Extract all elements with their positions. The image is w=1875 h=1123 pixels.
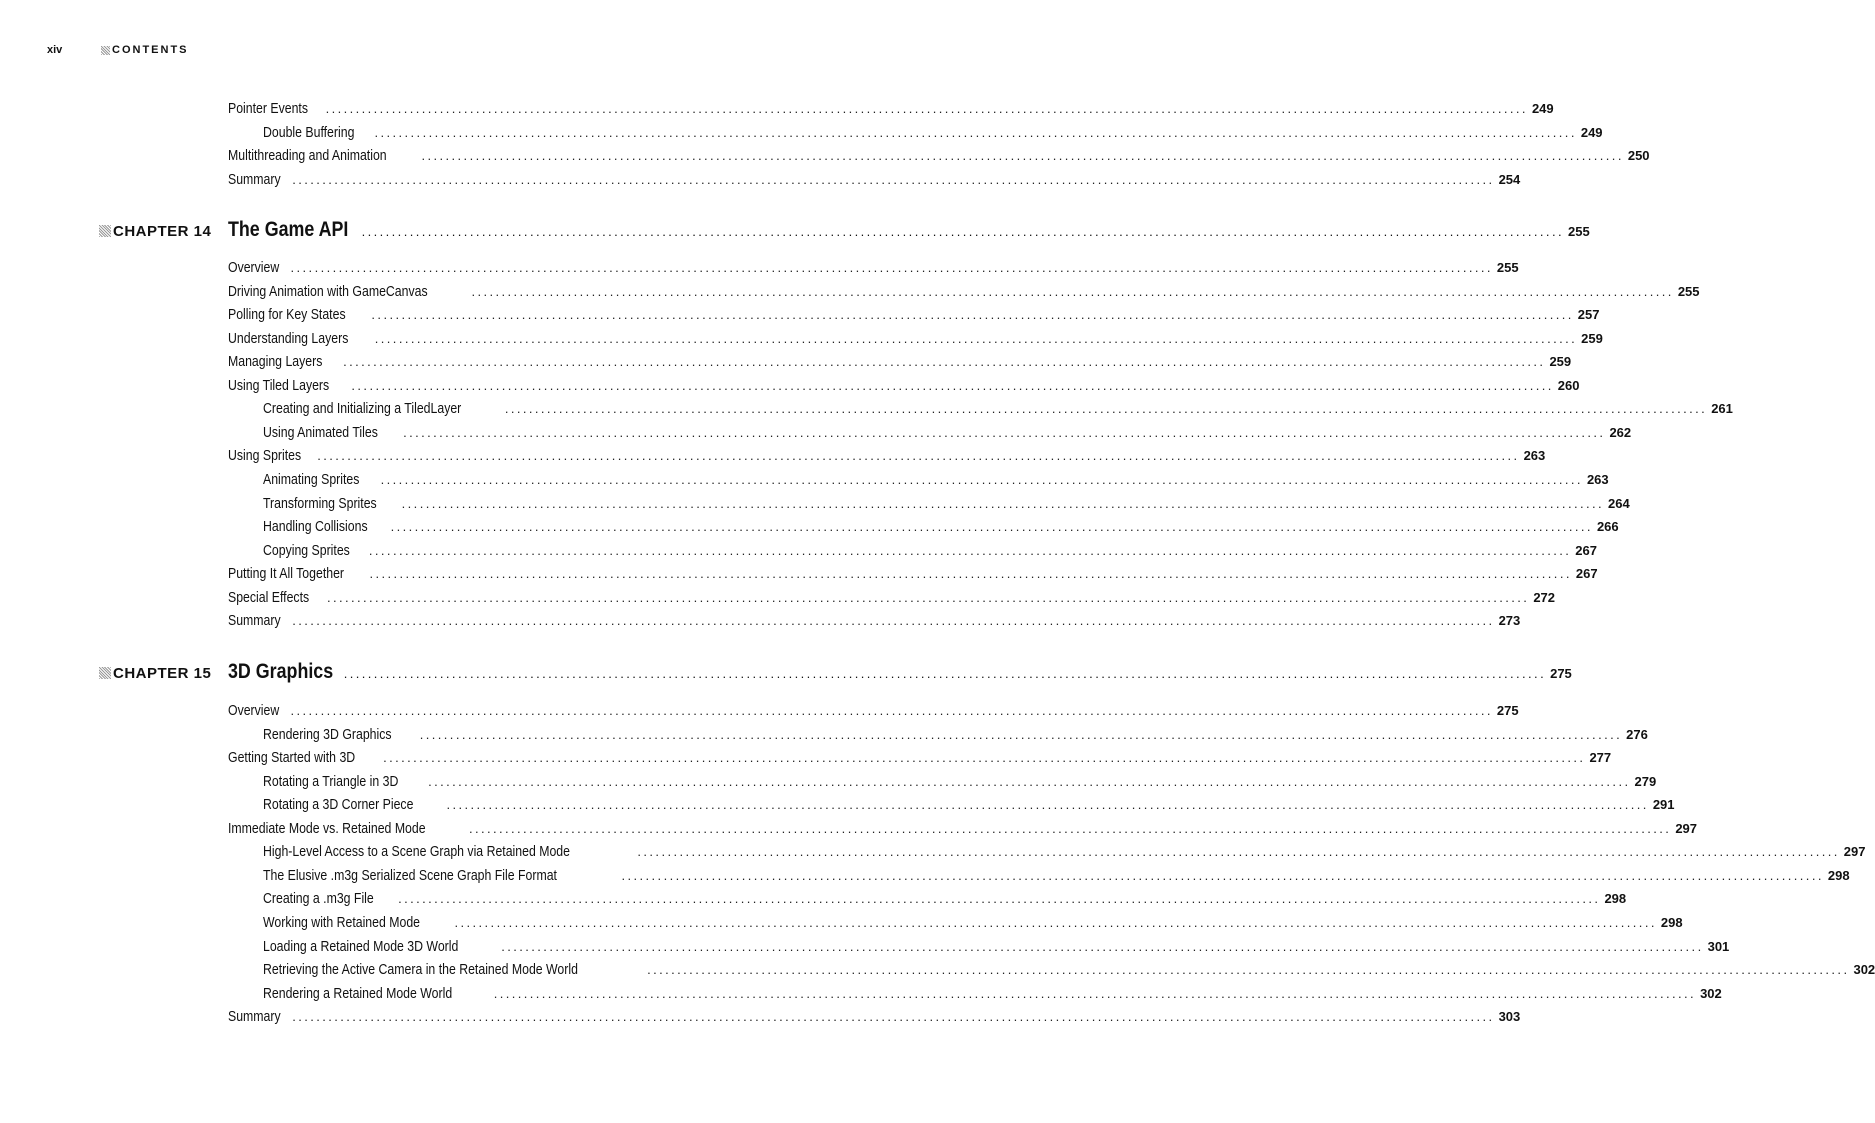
toc-entry[interactable]	[228, 377, 1580, 397]
chapter-title: 3D Graphics	[228, 660, 334, 683]
toc-entry[interactable]	[228, 147, 1650, 167]
toc-entry-title: Rendering 3D Graphics	[263, 726, 392, 743]
toc-entry-title: Creating and Initializing a TiledLayer	[263, 400, 462, 417]
toc-entry-page: 267	[1575, 566, 1598, 581]
toc-entry-page: 297	[1843, 844, 1866, 859]
toc-entry-title: Copying Sprites	[263, 542, 350, 559]
toc-entry[interactable]	[228, 820, 1698, 840]
dot-leader: ........................................................................................................................................................................................................	[647, 962, 1850, 977]
toc-entry-page: 267	[1575, 543, 1597, 558]
toc-entry-page: 275	[1496, 703, 1519, 718]
toc-entry-title: Rotating a Triangle in 3D	[263, 773, 399, 790]
toc-entry-page: 277	[1589, 750, 1612, 765]
toc-entry-page: 263	[1523, 448, 1546, 463]
chapter-number-text: CHAPTER 14	[113, 222, 212, 240]
toc-entry[interactable]	[263, 471, 1609, 491]
toc-entry[interactable]	[263, 938, 1730, 958]
chapter-number	[99, 661, 211, 685]
toc-entry-page: 255	[1496, 260, 1519, 275]
toc-entry-title: Overview	[228, 259, 280, 276]
toc-entry[interactable]	[228, 171, 1521, 191]
chapter-number-text: CHAPTER 15	[113, 664, 212, 682]
toc-entry[interactable]	[228, 447, 1546, 467]
toc-entry-title: Summary	[228, 1008, 281, 1025]
toc-entry[interactable]	[228, 353, 1572, 373]
toc-entry[interactable]	[263, 726, 1648, 746]
dot-leader: ........................................................................................................................................................................................................	[292, 613, 1495, 628]
toc-entry-page: 263	[1586, 472, 1609, 487]
toc-entry-title: Immediate Mode vs. Retained Mode	[228, 820, 426, 837]
chapter-title-entry[interactable]	[228, 218, 1590, 244]
toc-entry-page: 260	[1557, 378, 1580, 393]
toc-entry-title: Using Tiled Layers	[228, 377, 330, 394]
toc-entry-page: 255	[1677, 284, 1700, 299]
dot-leader: ........................................................................................................................................................................................................	[369, 566, 1572, 581]
section-title: CONTENTS	[112, 44, 189, 56]
toc-entry-title: Summary	[228, 171, 281, 188]
toc-entry-title: Putting It All Together	[228, 565, 345, 582]
dot-leader: ........................................................................................................................................................................................................	[471, 284, 1674, 299]
dot-leader: ........................................................................................................................................................................................................	[493, 986, 1697, 1001]
dot-leader: ........................................................................................................................................................................................................	[371, 307, 1574, 322]
toc-entry[interactable]	[263, 518, 1619, 538]
toc-entry-title: Transforming Sprites	[263, 495, 377, 512]
chapter-page: 275	[1550, 666, 1572, 681]
toc-entry-title: High-Level Access to a Scene Graph via Retained Mode	[263, 843, 571, 860]
toc-entry-page: 302	[1700, 986, 1722, 1001]
toc-entry-title: Pointer Events	[228, 100, 309, 117]
dot-leader: ........................................................................................................................................................................................................	[317, 448, 1520, 463]
toc-entry-page: 250	[1627, 148, 1650, 163]
dot-leader: ........................................................................................................................................................................................................	[290, 703, 1493, 718]
dot-leader: ........................................................................................................................................................................................................	[343, 666, 1547, 681]
toc-entry-title: Retrieving the Active Camera in the Retained Mode World	[263, 961, 578, 978]
toc-entry[interactable]	[263, 796, 1675, 816]
dot-leader: ........................................................................................................................................................................................................	[419, 727, 1623, 742]
toc-entry[interactable]	[228, 749, 1612, 769]
dot-leader: ........................................................................................................................................................................................................	[637, 844, 1840, 859]
dot-leader: ........................................................................................................................................................................................................	[292, 172, 1495, 187]
dot-leader: ........................................................................................................................................................................................................	[403, 425, 1606, 440]
toc-entry[interactable]	[263, 985, 1722, 1005]
toc-entry-title: Creating a .m3g File	[263, 890, 374, 907]
dot-leader: ........................................................................................................................................................................................................	[446, 797, 1649, 812]
toc-entry-page: 297	[1675, 821, 1698, 836]
dot-leader: ........................................................................................................................................................................................................	[401, 496, 1605, 511]
toc-entry-title: Rendering a Retained Mode World	[263, 985, 453, 1002]
toc-entry-title: Overview	[228, 702, 280, 719]
toc-entry-page: 262	[1609, 425, 1632, 440]
toc-entry[interactable]	[228, 612, 1521, 632]
toc-entry-title: Special Effects	[228, 589, 310, 606]
toc-entry[interactable]	[263, 843, 1866, 863]
toc-entry[interactable]	[228, 306, 1600, 326]
dot-leader: ........................................................................................................................................................................................................	[374, 331, 1578, 346]
dot-leader: ........................................................................................................................................................................................................	[343, 354, 1546, 369]
toc-entry-page: 249	[1580, 125, 1603, 140]
toc-entry-title: Managing Layers	[228, 353, 323, 370]
dot-leader: ........................................................................................................................................................................................................	[501, 939, 1704, 954]
toc-entry-page: 276	[1626, 727, 1648, 742]
toc-entry[interactable]	[263, 124, 1603, 144]
dot-leader: ........................................................................................................................................................................................................	[421, 148, 1624, 163]
toc-entry-page: 279	[1634, 774, 1657, 789]
toc-entry-page: 298	[1604, 891, 1627, 906]
toc-entry[interactable]	[263, 890, 1627, 910]
toc-entry-page: 257	[1577, 307, 1600, 322]
toc-entry-title: Getting Started with 3D	[228, 749, 356, 766]
dot-leader: ........................................................................................................................................................................................................	[292, 1009, 1495, 1024]
running-header	[47, 42, 189, 58]
toc-entry-page: 301	[1707, 939, 1730, 954]
toc-entry-page: 259	[1581, 331, 1603, 346]
dot-leader: ........................................................................................................................................................................................................	[290, 260, 1493, 275]
toc-entry-title: Understanding Layers	[228, 330, 349, 347]
toc-entry-title: Animating Sprites	[263, 471, 360, 488]
toc-entry[interactable]	[228, 330, 1603, 350]
dot-leader: ........................................................................................................................................................................................................	[454, 915, 1657, 930]
toc-entry[interactable]	[228, 589, 1556, 609]
toc-entry-page: 259	[1549, 354, 1572, 369]
chapter-number	[99, 219, 211, 243]
toc-entry[interactable]	[228, 283, 1700, 303]
section-marker-icon	[101, 46, 110, 55]
chapter-title-entry[interactable]	[228, 660, 1572, 686]
dot-leader: ........................................................................................................................................................................................................	[428, 774, 1631, 789]
dot-leader: ........................................................................................................................................................................................................	[361, 224, 1564, 239]
toc-entry[interactable]	[228, 1008, 1521, 1028]
toc-entry-page: 261	[1711, 401, 1733, 416]
toc-entry-page: 291	[1652, 797, 1675, 812]
toc-entry-page: 272	[1533, 590, 1556, 605]
dot-leader: ........................................................................................................................................................................................................	[351, 378, 1554, 393]
dot-leader: ........................................................................................................................................................................................................	[621, 868, 1824, 883]
toc-entry-title: Summary	[228, 612, 281, 629]
toc-entry-page: 302	[1853, 962, 1875, 977]
toc-entry[interactable]	[263, 542, 1597, 562]
toc-entry[interactable]	[263, 400, 1733, 420]
dot-leader: ........................................................................................................................................................................................................	[383, 750, 1586, 765]
toc-entry-title: Using Animated Tiles	[263, 424, 378, 441]
toc-entry[interactable]	[228, 702, 1519, 722]
toc-entry-title: The Elusive .m3g Serialized Scene Graph File Format	[263, 867, 557, 884]
toc-entry-page: 254	[1498, 172, 1521, 187]
chapter-page: 255	[1567, 224, 1590, 239]
page-number: xiv	[47, 44, 63, 56]
chapter-marker-icon	[99, 667, 111, 679]
dot-leader: ........................................................................................................................................................................................................	[380, 472, 1583, 487]
toc-entry[interactable]	[263, 424, 1632, 444]
toc-entry-title: Multithreading and Animation	[228, 147, 387, 164]
toc-entry[interactable]	[263, 914, 1683, 934]
chapter-marker-icon	[99, 225, 111, 237]
dot-leader: ........................................................................................................................................................................................................	[368, 543, 1572, 558]
toc-entry[interactable]	[263, 961, 1875, 981]
toc-entry[interactable]	[263, 495, 1630, 515]
dot-leader: ........................................................................................................................................................................................................	[468, 821, 1672, 836]
toc-entry-title: Polling for Key States	[228, 306, 346, 323]
dot-leader: ........................................................................................................................................................................................................	[326, 590, 1530, 605]
chapter-title: The Game API	[228, 218, 349, 241]
toc-entry-title: Loading a Retained Mode 3D World	[263, 938, 459, 955]
dot-leader: ........................................................................................................................................................................................................	[390, 519, 1593, 534]
toc-entry-page: 298	[1660, 915, 1683, 930]
toc-entry-page: 303	[1498, 1009, 1521, 1024]
toc-entry-page: 264	[1608, 496, 1630, 511]
toc-entry[interactable]	[263, 867, 1850, 887]
dot-leader: ........................................................................................................................................................................................................	[374, 125, 1577, 140]
toc-entry[interactable]	[228, 565, 1598, 585]
dot-leader: ........................................................................................................................................................................................................	[398, 891, 1601, 906]
toc-entry-title: Handling Collisions	[263, 518, 368, 535]
toc-entry-title: Using Sprites	[228, 447, 302, 464]
dot-leader: ........................................................................................................................................................................................................	[504, 401, 1708, 416]
toc-entry-page: 273	[1498, 613, 1521, 628]
toc-entry-page: 249	[1531, 101, 1554, 116]
toc-entry-title: Double Buffering	[263, 124, 355, 141]
toc-entry[interactable]	[263, 773, 1657, 793]
toc-entry-title: Driving Animation with GameCanvas	[228, 283, 428, 300]
toc-entry-title: Working with Retained Mode	[263, 914, 421, 931]
toc-entry-page: 298	[1827, 868, 1850, 883]
dot-leader: ........................................................................................................................................................................................................	[325, 101, 1528, 116]
toc-entry-page: 266	[1596, 519, 1619, 534]
toc-entry[interactable]	[228, 259, 1519, 279]
toc-entry[interactable]	[228, 100, 1554, 120]
toc-entry-title: Rotating a 3D Corner Piece	[263, 796, 414, 813]
